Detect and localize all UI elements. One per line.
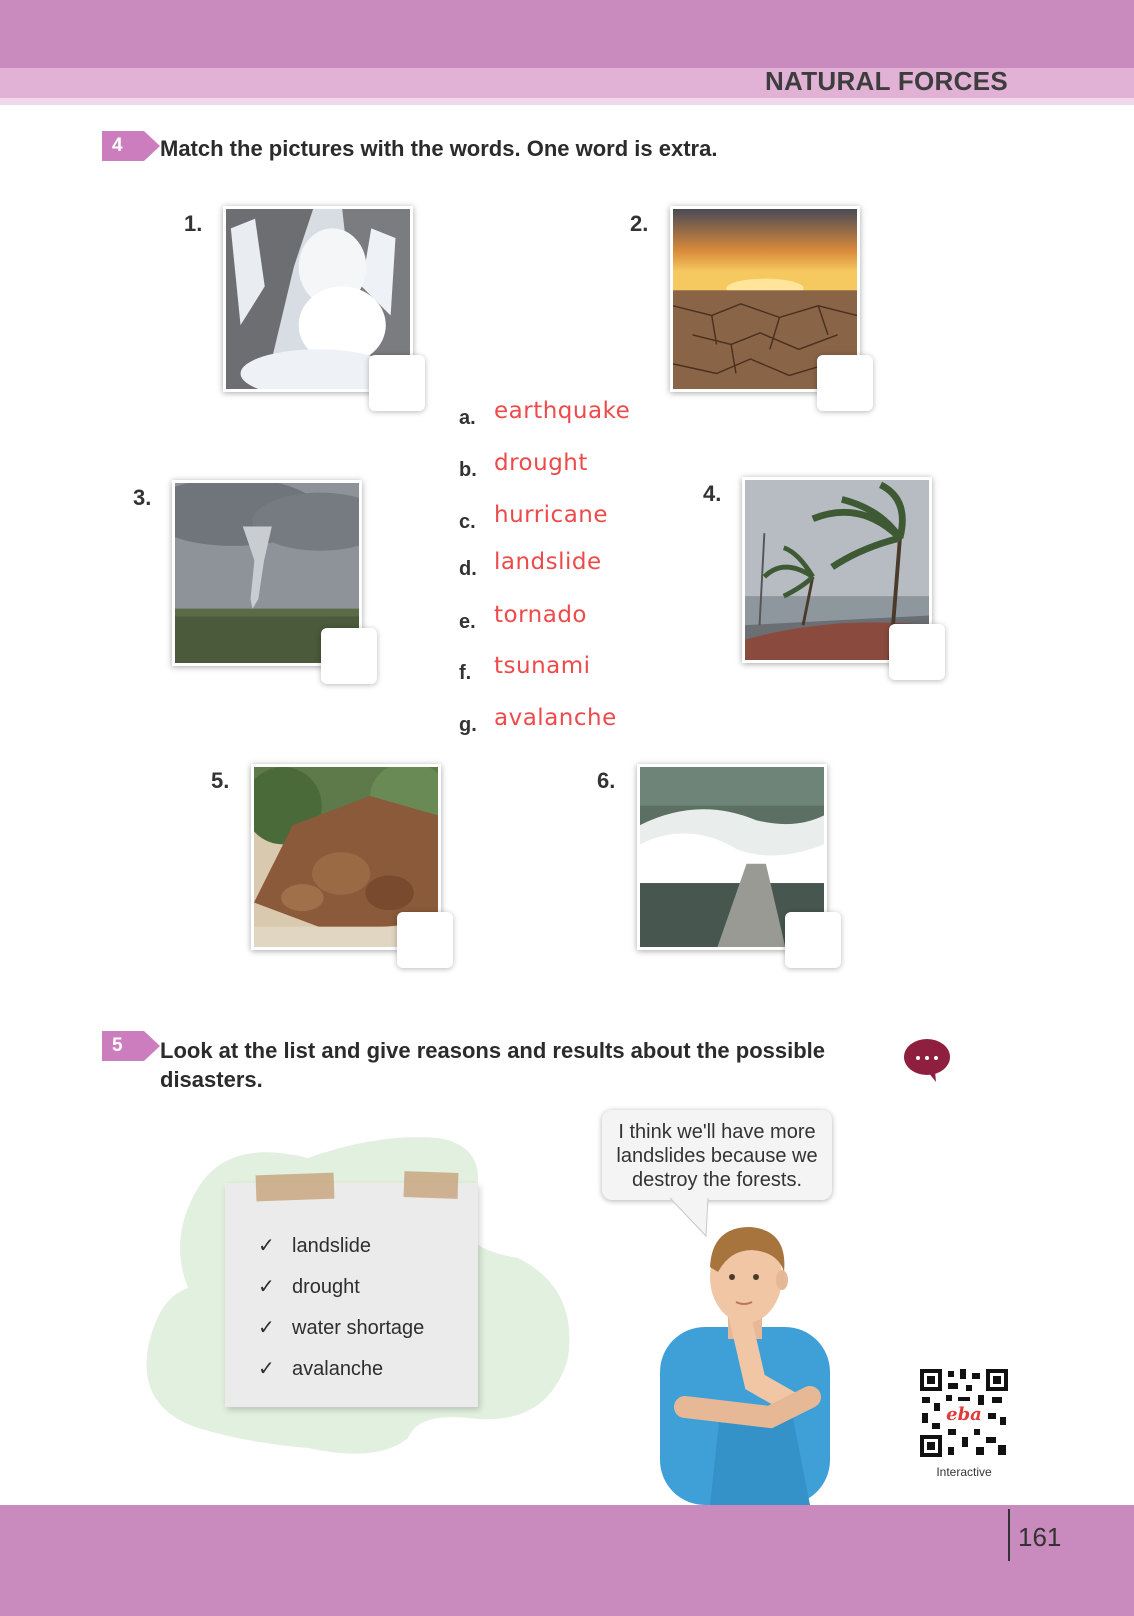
exercise-5-badge: 5 [102,1031,144,1061]
speech-bubble: I think we'll have more landslides because we destroy the forests. [602,1110,832,1200]
speech-bubble-icon [902,1036,952,1084]
word-hurricane: hurricane [494,502,609,528]
tape-left [256,1173,335,1202]
page-number-divider [1008,1509,1010,1561]
picture-5-number: 5. [211,768,230,793]
header-divider [0,98,1134,105]
answer-box-5[interactable] [397,912,453,968]
picture-1-number: 1. [184,211,203,236]
eba-logo-text: eba [946,1404,982,1425]
word-landslide: landslide [494,549,602,575]
checklist-item: ✓ water shortage [258,1317,425,1339]
check-icon: ✓ [258,1276,275,1298]
word-letter-e: e. [459,611,476,633]
word-tsunami: tsunami [494,653,591,679]
word-letter-f: f. [459,662,472,684]
boy-illustration [660,1222,860,1505]
unit-title: NATURAL FORCES [764,66,1008,96]
check-icon: ✓ [258,1317,275,1339]
checklist-item: ✓ landslide [258,1235,371,1257]
word-letter-a: a. [459,407,476,429]
answer-box-3[interactable] [321,628,377,684]
word-letter-c: c. [459,511,476,533]
word-letter-b: b. [459,459,477,481]
check-icon: ✓ [258,1235,275,1257]
word-letter-d: d. [459,558,477,580]
checklist-item: ✓ drought [258,1276,360,1298]
page-number: 161 [1018,1522,1062,1552]
answer-box-2[interactable] [817,355,873,411]
word-drought: drought [494,450,588,476]
header-top-band [0,0,1134,68]
qr-code[interactable] [918,1367,1010,1459]
word-avalanche: avalanche [494,705,617,731]
picture-6-number: 6. [597,768,616,793]
checklist-item: ✓ avalanche [258,1358,384,1380]
answer-box-4[interactable] [889,624,945,680]
word-tornado: tornado [494,602,587,628]
picture-2-number: 2. [630,211,649,236]
footer-band [0,1505,1134,1616]
answer-box-6[interactable] [785,912,841,968]
exercise-5-instruction: Look at the list and give reasons and results about the possible disasters. [160,1038,826,1092]
check-icon: ✓ [258,1358,275,1380]
exercise-4-badge: 4 [102,131,144,161]
answer-box-1[interactable] [369,355,425,411]
word-earthquake: earthquake [494,398,631,424]
tape-right [404,1171,459,1199]
qr-label: Interactive [936,1465,992,1479]
picture-3-number: 3. [133,485,152,510]
picture-4-number: 4. [703,481,722,506]
word-letter-g: g. [459,714,477,736]
exercise-4-instruction: Match the pictures with the words. One word is extra. [160,136,718,161]
